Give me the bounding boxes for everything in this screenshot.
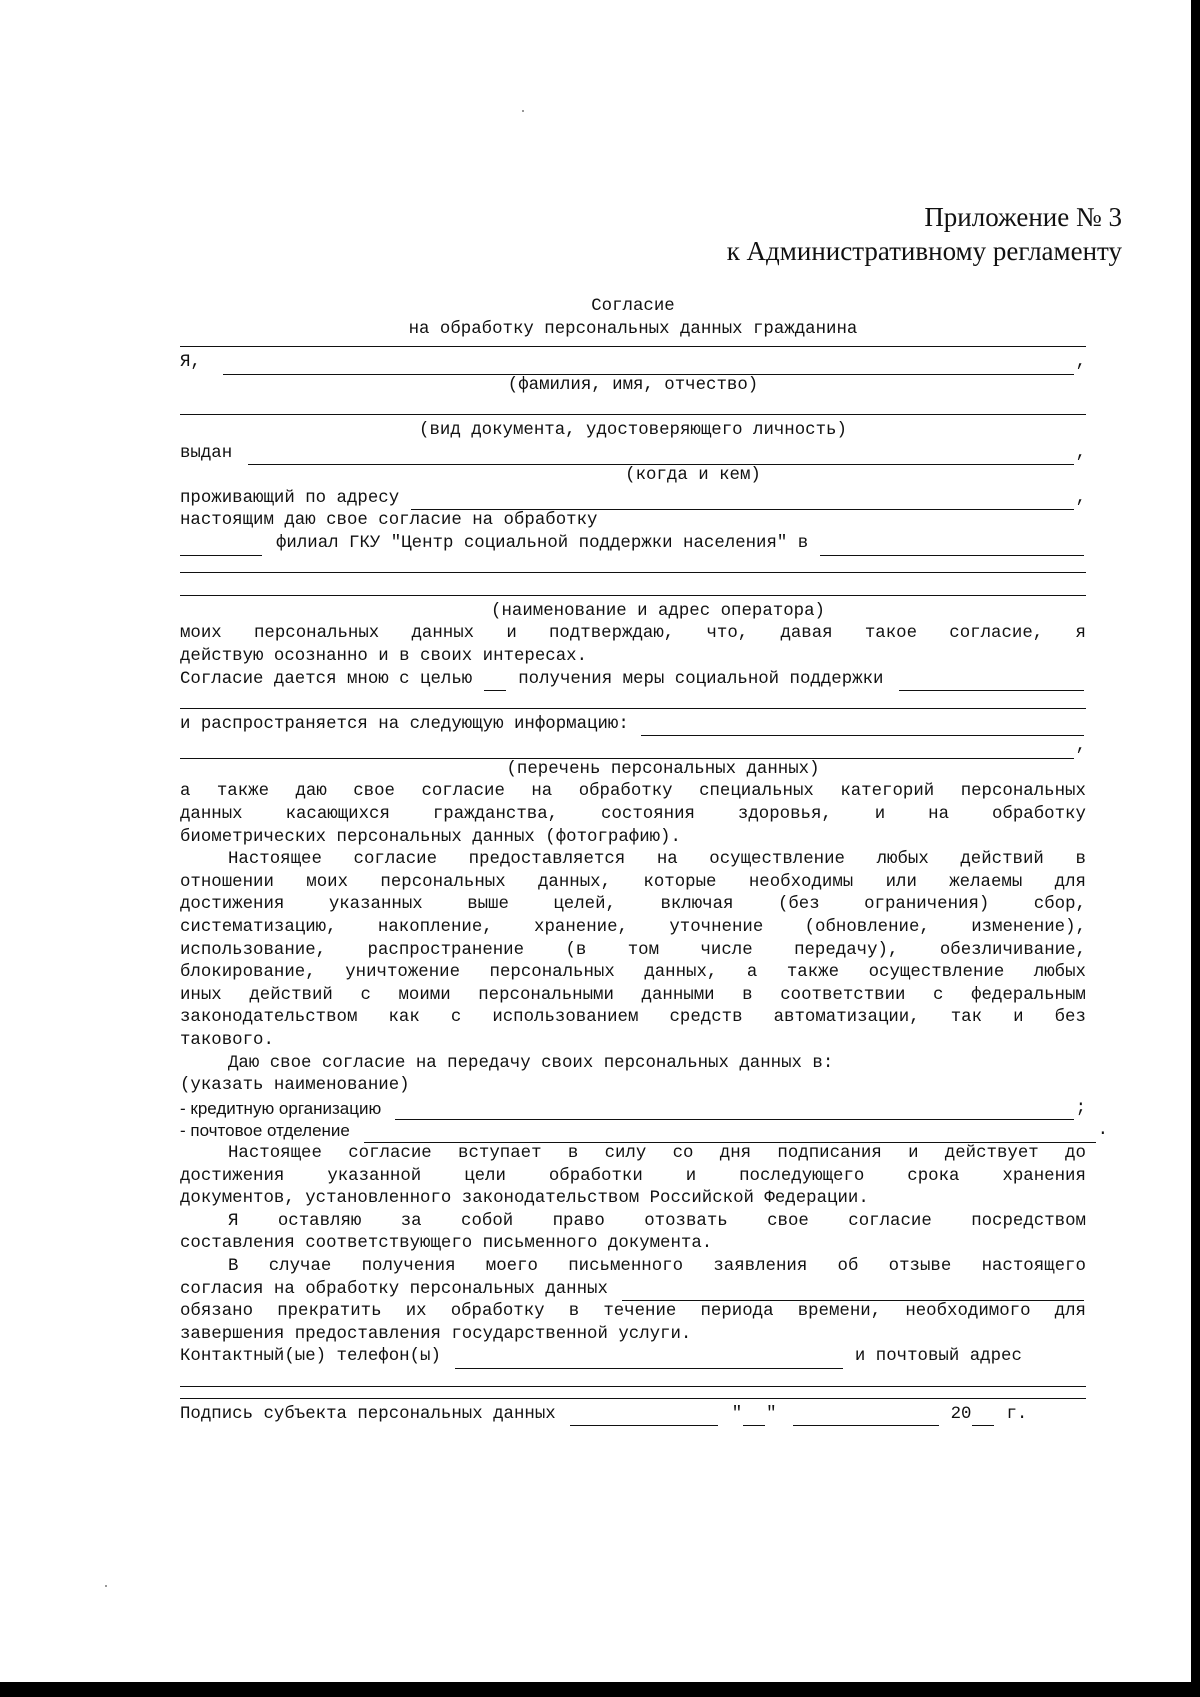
issued-label: выдан bbox=[180, 443, 233, 463]
word: согласие bbox=[353, 850, 438, 870]
word: В bbox=[228, 1256, 239, 1276]
word: давая bbox=[780, 624, 833, 644]
purpose-label: Согласие дается мною с целью bbox=[180, 669, 473, 689]
justified-line bbox=[228, 1256, 1086, 1279]
word: оставляю bbox=[277, 1211, 362, 1231]
appendix-regulation: к Административному регламенту bbox=[726, 236, 1122, 266]
word: Настоящее bbox=[228, 1143, 322, 1163]
word: посредством bbox=[971, 1211, 1086, 1231]
word: отзыве bbox=[888, 1256, 952, 1276]
word: и bbox=[506, 624, 517, 644]
my-data-line bbox=[180, 623, 1086, 646]
word: моих bbox=[306, 872, 349, 892]
scan-edge-right bbox=[1191, 0, 1200, 1697]
word: также bbox=[786, 963, 840, 983]
word: персональных bbox=[489, 963, 615, 983]
purpose-row bbox=[180, 669, 1086, 692]
word: указанных bbox=[328, 895, 423, 915]
word: действий bbox=[960, 850, 1044, 870]
branch-prefix-field[interactable] bbox=[180, 539, 262, 556]
word: письменного bbox=[568, 1256, 684, 1276]
word: автоматизации, bbox=[773, 1008, 920, 1028]
post-office-field[interactable] bbox=[364, 1126, 1096, 1143]
word: персональных bbox=[960, 782, 1086, 802]
word: заявления bbox=[713, 1256, 808, 1276]
actions-line-3 bbox=[180, 894, 1086, 917]
appendix-number: Приложение № 3 bbox=[924, 202, 1122, 232]
postal-label: и почтовый адрес bbox=[854, 1347, 1022, 1367]
word: на bbox=[656, 850, 678, 870]
credit-org-label: - кредитную организацию bbox=[180, 1098, 382, 1118]
credit-org-field[interactable] bbox=[395, 1103, 1073, 1120]
word: хранение, bbox=[534, 918, 628, 938]
word: за bbox=[400, 1211, 422, 1231]
purpose-short-field[interactable] bbox=[484, 674, 506, 691]
word: на bbox=[928, 805, 950, 825]
comma: , bbox=[1075, 488, 1086, 508]
word: желаемы bbox=[949, 872, 1023, 892]
transfer-intro: Даю свое согласие на передачу своих персональных данных в: bbox=[228, 1053, 834, 1073]
word: получения bbox=[361, 1256, 456, 1276]
year-field[interactable] bbox=[972, 1409, 994, 1426]
branch-row bbox=[180, 533, 1086, 556]
word: распространение bbox=[367, 940, 525, 960]
word: моих bbox=[180, 624, 222, 644]
validity-line-1 bbox=[180, 1143, 1086, 1166]
address-field[interactable] bbox=[411, 493, 1073, 510]
word: изменение), bbox=[971, 918, 1086, 938]
justified-line bbox=[180, 1301, 1086, 1324]
word: об bbox=[837, 1256, 859, 1276]
word: предоставляется bbox=[468, 850, 626, 870]
word: средств bbox=[669, 1008, 743, 1028]
actions-line-8 bbox=[180, 1007, 1086, 1030]
word: необходимы bbox=[748, 872, 854, 892]
pd-list-field[interactable] bbox=[180, 742, 1074, 759]
word: и bbox=[1013, 1008, 1024, 1028]
year-suffix: г. bbox=[1006, 1404, 1028, 1424]
word: дня bbox=[719, 1143, 752, 1163]
extends-label: и распространяется на следующую информацию: bbox=[180, 714, 629, 734]
word: и bbox=[874, 805, 886, 825]
word: включая bbox=[660, 895, 734, 915]
word: выше bbox=[467, 895, 509, 915]
purpose-field[interactable] bbox=[899, 674, 1084, 691]
quote-close: " bbox=[766, 1404, 777, 1424]
justified-line bbox=[228, 1143, 1086, 1166]
word: данных, bbox=[538, 872, 612, 892]
word: право bbox=[552, 1211, 605, 1231]
word: категорий bbox=[840, 782, 935, 802]
transfer-specify: (указать наименование) bbox=[180, 1076, 410, 1096]
scan-speck bbox=[105, 1585, 107, 1587]
signature-label: Подпись субъекта персональных данных bbox=[180, 1404, 556, 1424]
word: что, bbox=[706, 624, 749, 644]
postal-address-field[interactable] bbox=[180, 1369, 1086, 1392]
word: обработки bbox=[548, 1166, 643, 1186]
justified-line bbox=[228, 1211, 1086, 1234]
word: действует bbox=[944, 1143, 1039, 1163]
word: которые bbox=[643, 872, 717, 892]
word: ограничения) bbox=[864, 895, 990, 915]
word: согласие, bbox=[949, 624, 1044, 644]
word: срока bbox=[907, 1166, 960, 1186]
word: обезличивание, bbox=[939, 940, 1086, 960]
scan-speck bbox=[522, 110, 524, 112]
justified-line bbox=[180, 781, 1086, 804]
word: уничтожение bbox=[345, 963, 461, 983]
word: (в bbox=[565, 940, 587, 960]
word: прекратить bbox=[277, 1302, 382, 1322]
word: Я bbox=[228, 1211, 239, 1231]
word: гражданства, bbox=[432, 805, 559, 825]
comma: , bbox=[1075, 443, 1086, 463]
word: обработку bbox=[450, 1302, 545, 1322]
word: состояния bbox=[601, 805, 695, 825]
word: том bbox=[627, 940, 660, 960]
semicolon: ; bbox=[1075, 1098, 1086, 1118]
signature-row bbox=[180, 1404, 1086, 1427]
word: вступает bbox=[458, 1143, 542, 1163]
word: или bbox=[885, 872, 917, 892]
word: со bbox=[672, 1143, 694, 1163]
word: действий bbox=[249, 985, 333, 1005]
fio-field[interactable] bbox=[223, 358, 1074, 375]
word: обработку bbox=[991, 805, 1086, 825]
word: согласие bbox=[421, 782, 505, 802]
word: данными bbox=[641, 985, 715, 1005]
justified-line bbox=[180, 985, 1086, 1008]
word: в bbox=[568, 1302, 580, 1322]
word: данных bbox=[411, 624, 475, 644]
justified-line bbox=[180, 1166, 1086, 1189]
spacer bbox=[180, 1392, 1086, 1404]
word: федеральным bbox=[971, 985, 1086, 1005]
branch-text: филиал ГКУ "Центр социальной поддержки населения" в bbox=[276, 533, 809, 553]
word: согласие bbox=[848, 1211, 932, 1231]
word: данных, bbox=[644, 963, 718, 983]
word: в bbox=[567, 1143, 579, 1163]
branch-location-field[interactable] bbox=[820, 539, 1084, 556]
actions-line-9: такового. bbox=[180, 1031, 274, 1050]
quote-open: " bbox=[731, 1404, 743, 1424]
actions-line-5 bbox=[180, 940, 1086, 963]
word: персональными bbox=[478, 985, 614, 1005]
pd-list-row bbox=[180, 736, 1086, 759]
purpose-field-line-2[interactable] bbox=[180, 691, 1086, 714]
word: так bbox=[950, 1008, 983, 1028]
contacts-row bbox=[180, 1346, 1086, 1369]
withdraw-line-1 bbox=[180, 1256, 1086, 1279]
justified-line bbox=[180, 940, 1086, 963]
fio-row bbox=[180, 352, 1086, 375]
extends-row bbox=[180, 714, 1086, 737]
address-label: проживающий по адресу bbox=[180, 488, 400, 508]
word: случае bbox=[268, 1256, 332, 1276]
word: силу bbox=[604, 1143, 647, 1163]
word: для bbox=[1054, 872, 1086, 892]
word: указанной bbox=[327, 1166, 422, 1186]
word: отозвать bbox=[644, 1211, 728, 1231]
operator-field-line-2[interactable] bbox=[180, 578, 1086, 601]
word: (обновление, bbox=[804, 918, 930, 938]
justified-line bbox=[180, 962, 1086, 985]
extends-field[interactable] bbox=[641, 719, 1084, 736]
word: персональных bbox=[380, 872, 506, 892]
validity-line-2 bbox=[180, 1166, 1086, 1189]
word: касающихся bbox=[285, 805, 390, 825]
stop-line-1 bbox=[180, 1301, 1086, 1324]
comma: , bbox=[1075, 353, 1086, 373]
word: подписания bbox=[777, 1143, 882, 1163]
word: накопление, bbox=[377, 918, 493, 938]
word: моими bbox=[398, 985, 451, 1005]
word: иных bbox=[180, 985, 222, 1005]
word: персональных bbox=[253, 624, 380, 644]
post-office-label: - почтовое отделение bbox=[180, 1121, 350, 1141]
special-line-3: биометрических персональных данных (фотографию). bbox=[180, 827, 681, 847]
word: сбор, bbox=[1033, 895, 1086, 915]
word: собой bbox=[461, 1211, 514, 1231]
actions-line-1 bbox=[180, 849, 1086, 872]
day-field[interactable] bbox=[743, 1409, 765, 1426]
word: цели bbox=[464, 1166, 506, 1186]
word: подтверждаю, bbox=[548, 624, 675, 644]
scan-edge-bottom bbox=[0, 1682, 1200, 1697]
stop-line-2: завершения предоставления государственной услуги. bbox=[180, 1324, 692, 1344]
word: и bbox=[685, 1166, 697, 1186]
validity-line-3: документов, установленного законодательством Российской Федерации. bbox=[180, 1189, 869, 1209]
revoke-line-1 bbox=[180, 1211, 1086, 1234]
word: и bbox=[908, 1143, 919, 1163]
word: с bbox=[933, 985, 944, 1005]
phone-field[interactable] bbox=[455, 1352, 843, 1369]
word: Настоящее bbox=[228, 850, 322, 870]
justified-line bbox=[228, 849, 1086, 872]
word: я bbox=[1075, 624, 1086, 644]
actions-line-4 bbox=[180, 917, 1086, 940]
special-line-1 bbox=[180, 781, 1086, 804]
justified-line bbox=[180, 1007, 1086, 1030]
word: хранения bbox=[1002, 1166, 1086, 1186]
justified-line bbox=[180, 872, 1086, 895]
consent-form bbox=[180, 296, 1108, 1426]
pd-list-caption: (перечень персональных данных) bbox=[506, 759, 820, 779]
word: отношении bbox=[180, 872, 274, 892]
word: блокирование, bbox=[180, 963, 316, 983]
revoke-line-2: составления соответствующего письменного документа. bbox=[180, 1234, 713, 1254]
signature-field[interactable] bbox=[570, 1409, 718, 1426]
word: свое bbox=[353, 782, 395, 802]
word: на bbox=[531, 782, 553, 802]
withdraw-label: согласия на обработку персональных данных bbox=[180, 1279, 608, 1299]
form-subtitle: на обработку персональных данных гражданина bbox=[408, 319, 858, 339]
word: необходимого bbox=[905, 1302, 1031, 1322]
issued-caption: (когда и кем) bbox=[625, 466, 761, 486]
justified-line bbox=[180, 623, 1086, 646]
word: до bbox=[1065, 1143, 1086, 1163]
i-label: Я, bbox=[180, 353, 201, 373]
consent-intro: настоящим даю свое согласие на обработку bbox=[180, 511, 598, 531]
actions-line-7 bbox=[180, 985, 1086, 1008]
word: а bbox=[746, 963, 758, 983]
word: даю bbox=[295, 782, 327, 802]
address-row bbox=[180, 488, 1086, 511]
word: без bbox=[1054, 1008, 1086, 1028]
fio-caption: (фамилия, имя, отчество) bbox=[507, 375, 759, 395]
phone-label: Контактный(ые) телефон(ы) bbox=[180, 1347, 441, 1367]
word: специальных bbox=[699, 782, 814, 802]
period: . bbox=[1097, 1121, 1108, 1141]
issued-row bbox=[180, 443, 1086, 466]
word: достижения bbox=[180, 1166, 285, 1186]
word: с bbox=[450, 1008, 462, 1028]
word: для bbox=[1054, 1302, 1086, 1322]
word: систематизацию, bbox=[180, 918, 337, 938]
word: любых bbox=[876, 850, 929, 870]
word: свое bbox=[767, 1211, 809, 1231]
word: как bbox=[388, 1008, 420, 1028]
id-document-caption: (вид документа, удостоверяющего личность) bbox=[419, 420, 847, 440]
word: здоровья, bbox=[737, 805, 832, 825]
postal-label-wrap bbox=[855, 1346, 1086, 1369]
word: настоящего bbox=[981, 1256, 1086, 1276]
operator-field-line-1[interactable] bbox=[180, 556, 1086, 579]
purpose-text: получения меры социальной поддержки bbox=[518, 669, 884, 689]
word: а bbox=[180, 782, 191, 802]
word: достижения bbox=[180, 895, 285, 915]
word: осуществление bbox=[868, 963, 1005, 983]
justified-line bbox=[180, 894, 1086, 917]
word: их bbox=[405, 1302, 427, 1322]
word: обязано bbox=[180, 1302, 254, 1322]
word: (без bbox=[777, 895, 820, 915]
withdraw-row bbox=[180, 1279, 1086, 1302]
word: также bbox=[216, 782, 270, 802]
operator-caption: (наименование и адрес оператора) bbox=[491, 601, 825, 621]
word: моего bbox=[485, 1256, 538, 1276]
conscious-line: действую осознанно и в своих интересах. bbox=[180, 646, 588, 666]
word: с bbox=[360, 985, 371, 1005]
word: целей, bbox=[553, 895, 616, 915]
word: уточнение bbox=[669, 918, 764, 938]
word: передачу), bbox=[794, 940, 899, 960]
word: любых bbox=[1033, 963, 1086, 983]
word: числе bbox=[700, 940, 753, 960]
form-title: Согласие bbox=[591, 297, 675, 316]
special-line-2 bbox=[180, 804, 1086, 827]
actions-line-2 bbox=[180, 872, 1086, 895]
spacer bbox=[180, 341, 1086, 352]
word: в bbox=[1075, 850, 1086, 870]
word: течение bbox=[603, 1302, 677, 1322]
justified-line bbox=[180, 917, 1086, 940]
post-office-row bbox=[180, 1120, 1108, 1143]
word: периода bbox=[700, 1302, 774, 1322]
word: соответствии bbox=[780, 985, 906, 1005]
word: в bbox=[742, 985, 753, 1005]
word: использование, bbox=[180, 940, 327, 960]
word: законодательством bbox=[180, 1008, 358, 1028]
issued-field[interactable] bbox=[248, 448, 1073, 465]
id-document-field[interactable] bbox=[180, 397, 1086, 420]
word: обработку bbox=[578, 782, 673, 802]
word: осуществление bbox=[709, 850, 845, 870]
word: времени, bbox=[797, 1302, 882, 1322]
comma: , bbox=[1075, 737, 1086, 757]
word: согласие bbox=[348, 1143, 432, 1163]
year-prefix: 20 bbox=[950, 1404, 972, 1424]
withdraw-operator-field[interactable] bbox=[622, 1284, 1084, 1301]
actions-line-6 bbox=[180, 962, 1086, 985]
word: данных bbox=[180, 805, 243, 825]
word: последующего bbox=[739, 1166, 865, 1186]
word: использованием bbox=[492, 1008, 639, 1028]
credit-org-row bbox=[180, 1098, 1086, 1121]
word: такое bbox=[864, 624, 918, 644]
justified-line bbox=[180, 804, 1086, 827]
month-field[interactable] bbox=[793, 1409, 939, 1426]
